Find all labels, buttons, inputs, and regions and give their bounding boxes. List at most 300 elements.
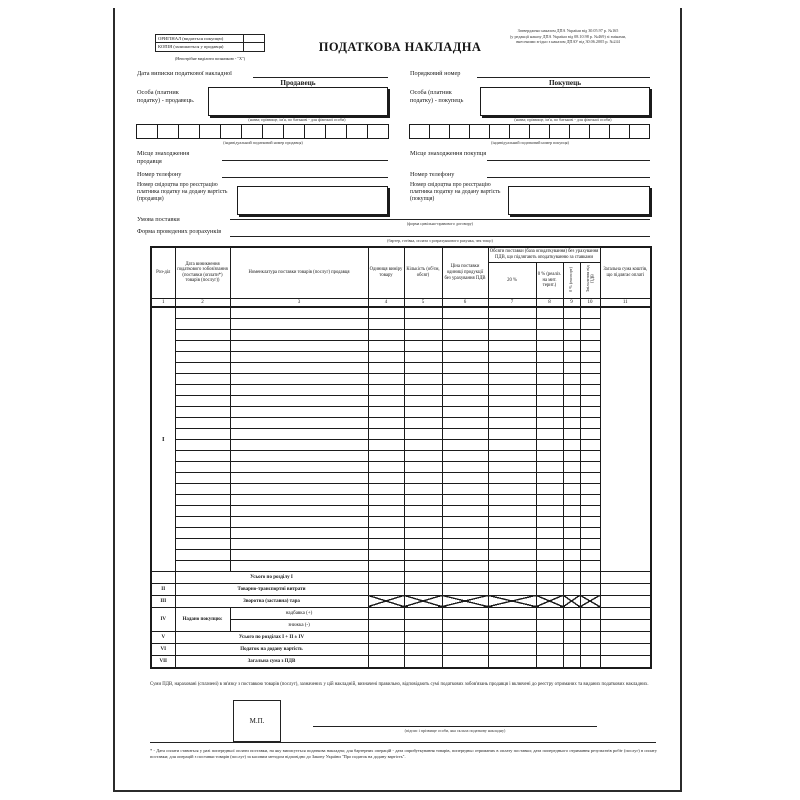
issue-date-line <box>253 70 388 78</box>
crossed-cell <box>442 595 488 607</box>
empty-cell <box>580 450 600 461</box>
empty-cell <box>404 307 442 319</box>
empty-cell <box>488 516 536 527</box>
grand-total-label: Загальна сума з ПДВ <box>175 655 368 668</box>
tax-number-cell <box>157 124 179 139</box>
copy-label: КОПІЯ (залишається у продавця) <box>156 43 244 51</box>
empty-cell <box>488 318 536 329</box>
empty-cell <box>600 571 651 583</box>
header-unit: Одиниця виміру товару <box>368 247 404 298</box>
empty-item-row <box>151 351 651 362</box>
empty-cell <box>230 329 368 340</box>
empty-cell <box>368 472 404 483</box>
empty-cell <box>536 505 563 516</box>
empty-cell <box>563 583 580 595</box>
empty-cell <box>580 406 600 417</box>
tax-number-cell <box>346 124 368 139</box>
row-num: VI <box>151 643 175 655</box>
buyer-certificate-label: Номер свідоцтва про реєстрацію платника податку на додану вартість (покупця) <box>410 182 501 203</box>
header-rate-0-export: 0 % (експорт) <box>563 263 580 299</box>
empty-cell <box>175 417 230 428</box>
tax-number-cell <box>589 124 610 139</box>
empty-cell <box>442 373 488 384</box>
empty-cell <box>368 340 404 351</box>
empty-cell <box>580 329 600 340</box>
empty-cell <box>230 340 368 351</box>
buyer-location-label: Місце знаходження покупця <box>410 150 487 157</box>
table-header <box>151 247 651 307</box>
empty-cell <box>442 619 488 631</box>
empty-cell <box>600 655 651 668</box>
empty-cell <box>536 571 563 583</box>
seller-person-label: Особа (платник податку) - продавець. <box>137 89 195 104</box>
empty-cell <box>580 571 600 583</box>
empty-cell <box>563 527 580 538</box>
serial-number-line <box>477 70 650 78</box>
crossed-cell <box>368 595 404 607</box>
empty-cell <box>368 494 404 505</box>
crossed-cell <box>563 595 580 607</box>
empty-cell <box>368 439 404 450</box>
empty-cell <box>600 607 651 619</box>
empty-cell <box>368 395 404 406</box>
header-quantity: Кількість (об'єм, обсяг) <box>404 247 442 298</box>
empty-cell <box>563 655 580 668</box>
empty-cell <box>442 483 488 494</box>
seller-person-caption: (назва; прізвище, ім'я, по батькові - для фізичної особи) <box>248 117 346 122</box>
total-sections-label: Усього по розділах I + II ± IV <box>175 631 368 643</box>
empty-cell <box>442 472 488 483</box>
tax-number-cell <box>283 124 305 139</box>
empty-cell <box>230 494 368 505</box>
transport-costs-row <box>151 583 651 595</box>
empty-cell <box>442 560 488 571</box>
signature-line <box>313 718 597 727</box>
footnote-text: * - Дата оплати ставиться у разі попередньої оплати поставки, на яку виписується податкова накладна; для бартерних операцій - дата оприбуткування товарів, попередньо отриманих в оплату поставки; дата попереднього отримання результатів робіт (послуг) в оплату поставки; для операцій з поставки товарів (послуг) за касовим методом відповідно до Закону України "Про податок на додану вартість". <box>150 748 657 760</box>
empty-cell <box>368 307 404 319</box>
empty-item-row <box>151 384 651 395</box>
empty-cell <box>175 351 230 362</box>
empty-cell <box>536 318 563 329</box>
empty-cell <box>442 583 488 595</box>
empty-item-row <box>151 516 651 527</box>
empty-cell <box>580 607 600 619</box>
empty-cell <box>563 538 580 549</box>
empty-cell <box>536 351 563 362</box>
tax-number-cell <box>489 124 510 139</box>
discount-label: знижка (-) <box>230 619 368 631</box>
empty-cell <box>563 631 580 643</box>
empty-cell <box>488 655 536 668</box>
empty-cell <box>442 406 488 417</box>
buyer-person-label: Особа (платник податку) - покупець <box>410 89 464 104</box>
empty-cell <box>488 549 536 560</box>
payment-form-label: Форма проведених розрахунків <box>137 228 222 235</box>
empty-cell <box>580 461 600 472</box>
empty-cell <box>404 395 442 406</box>
column-number: 7 <box>488 298 536 307</box>
empty-cell <box>580 428 600 439</box>
empty-cell <box>368 607 404 619</box>
empty-cell <box>175 318 230 329</box>
empty-item-row <box>151 428 651 439</box>
empty-cell <box>404 351 442 362</box>
column-number: 4 <box>368 298 404 307</box>
empty-cell <box>404 417 442 428</box>
empty-cell <box>230 560 368 571</box>
buyer-phone-line <box>487 169 650 178</box>
empty-cell <box>404 472 442 483</box>
crossed-cell <box>488 595 536 607</box>
empty-item-row <box>151 549 651 560</box>
empty-cell <box>230 505 368 516</box>
seller-tax-number-caption: (індивідуальний податковий номер продавця) <box>223 140 303 145</box>
tax-number-cell <box>199 124 221 139</box>
empty-num-cell <box>151 571 175 583</box>
header-vat-exempt: Звільнення від ПДВ <box>580 263 600 299</box>
empty-cell <box>580 395 600 406</box>
empty-cell <box>404 362 442 373</box>
empty-cell <box>442 417 488 428</box>
column-number: 8 <box>536 298 563 307</box>
empty-cell <box>600 643 651 655</box>
empty-cell <box>175 373 230 384</box>
empty-cell <box>442 549 488 560</box>
empty-cell <box>580 583 600 595</box>
empty-cell <box>404 527 442 538</box>
empty-cell <box>563 571 580 583</box>
empty-cell <box>404 538 442 549</box>
empty-total-column-cell <box>600 307 651 572</box>
empty-cell <box>230 318 368 329</box>
empty-cell <box>368 450 404 461</box>
empty-cell <box>368 527 404 538</box>
empty-cell <box>230 439 368 450</box>
tax-number-cell <box>629 124 650 139</box>
empty-item-row <box>151 417 651 428</box>
empty-cell <box>175 439 230 450</box>
empty-cell <box>404 494 442 505</box>
empty-cell <box>488 351 536 362</box>
header-rate-20: 20 % <box>488 263 536 299</box>
empty-cell <box>442 571 488 583</box>
column-numbers-row <box>151 298 651 307</box>
empty-cell <box>230 351 368 362</box>
empty-item-row <box>151 560 651 571</box>
delivery-terms-caption: (форма цивільно-правового договору) <box>406 221 474 226</box>
empty-cell <box>536 483 563 494</box>
header-rate-0-domestic: 0 % (реаліз. на мит. терит.) <box>536 263 563 299</box>
tax-number-cell <box>469 124 490 139</box>
column-number: 11 <box>600 298 651 307</box>
empty-cell <box>536 549 563 560</box>
empty-cell <box>368 631 404 643</box>
payment-form-line <box>230 228 650 237</box>
empty-cell <box>442 655 488 668</box>
empty-cell <box>563 560 580 571</box>
empty-cell <box>580 527 600 538</box>
crossed-cell <box>580 595 600 607</box>
empty-cell <box>536 560 563 571</box>
empty-cell <box>488 538 536 549</box>
empty-cell <box>442 395 488 406</box>
row-num: VII <box>151 655 175 668</box>
returnable-tare-label: Зворотна (заставна) тара <box>175 595 368 607</box>
granted-markup-row <box>151 607 651 619</box>
empty-cell <box>230 483 368 494</box>
empty-cell <box>404 406 442 417</box>
empty-cell <box>580 516 600 527</box>
empty-cell <box>368 483 404 494</box>
tax-number-cell <box>178 124 200 139</box>
empty-cell <box>230 417 368 428</box>
empty-cell <box>175 384 230 395</box>
empty-cell <box>175 527 230 538</box>
delivery-terms-label: Умова поставки <box>137 216 180 223</box>
empty-cell <box>404 340 442 351</box>
empty-cell <box>404 583 442 595</box>
empty-cell <box>368 406 404 417</box>
empty-cell <box>536 527 563 538</box>
approval-line-3: внесеними згідно з наказом ДПАУ від 30.06.2005 р. №244 <box>516 39 620 45</box>
empty-cell <box>442 318 488 329</box>
header-date: Дата виникнення податкового зобов'язання (поставки (оплати*) товарів (послуг)) <box>175 247 230 298</box>
empty-cell <box>175 560 230 571</box>
tax-number-cell <box>509 124 530 139</box>
empty-cell <box>404 450 442 461</box>
empty-cell <box>230 450 368 461</box>
empty-cell <box>488 472 536 483</box>
empty-cell <box>368 549 404 560</box>
empty-cell <box>404 560 442 571</box>
tax-number-cell <box>367 124 389 139</box>
empty-cell <box>442 607 488 619</box>
empty-cell <box>563 472 580 483</box>
empty-cell <box>580 505 600 516</box>
header-volumes-group: Обсяги поставки (база оподаткування) без урахування ПДВ, що підлягають оподаткуванню за ставками <box>488 247 600 263</box>
empty-cell <box>563 406 580 417</box>
empty-cell <box>175 461 230 472</box>
empty-cell <box>563 549 580 560</box>
empty-cell <box>442 384 488 395</box>
empty-cell <box>563 362 580 373</box>
empty-cell <box>442 643 488 655</box>
empty-cell <box>563 417 580 428</box>
empty-cell <box>230 362 368 373</box>
empty-cell <box>368 351 404 362</box>
empty-cell <box>536 583 563 595</box>
empty-cell <box>563 619 580 631</box>
empty-item-row <box>151 450 651 461</box>
empty-cell <box>580 549 600 560</box>
empty-cell <box>404 549 442 560</box>
empty-cell <box>488 505 536 516</box>
document-title: ПОДАТКОВА НАКЛАДНА <box>318 40 482 54</box>
empty-cell <box>600 583 651 595</box>
empty-cell <box>488 329 536 340</box>
approval-note <box>470 28 666 45</box>
empty-cell <box>230 549 368 560</box>
tax-number-cell <box>569 124 590 139</box>
tax-number-cell <box>304 124 326 139</box>
empty-cell <box>230 538 368 549</box>
tax-number-cell <box>549 124 570 139</box>
empty-cell <box>442 538 488 549</box>
empty-item-row <box>151 406 651 417</box>
empty-cell <box>563 373 580 384</box>
empty-cell <box>368 362 404 373</box>
empty-cell <box>404 571 442 583</box>
empty-cell <box>404 439 442 450</box>
header-total: Загальна сума коштів, що підлягає оплаті <box>600 247 651 298</box>
empty-cell <box>563 384 580 395</box>
empty-cell <box>536 472 563 483</box>
empty-cell <box>488 494 536 505</box>
empty-cell <box>368 329 404 340</box>
empty-cell <box>175 428 230 439</box>
seller-person-box <box>208 87 388 116</box>
empty-cell <box>368 373 404 384</box>
tax-number-cell <box>325 124 347 139</box>
empty-cell <box>563 607 580 619</box>
empty-cell <box>175 538 230 549</box>
empty-cell <box>580 340 600 351</box>
empty-cell <box>175 395 230 406</box>
empty-cell <box>580 384 600 395</box>
stamp-label: М.П. <box>249 717 265 725</box>
empty-cell <box>175 340 230 351</box>
header-section: Роз-діл <box>151 247 175 298</box>
header-nomenclature: Номенклатура поставки товарів (послуг) продавця <box>230 247 368 298</box>
row-num: III <box>151 595 175 607</box>
empty-cell <box>563 461 580 472</box>
empty-cell <box>536 619 563 631</box>
empty-cell <box>175 549 230 560</box>
empty-cell <box>442 450 488 461</box>
seller-phone-line <box>222 169 388 178</box>
empty-cell <box>563 439 580 450</box>
seller-section-title: Продавець <box>280 79 316 87</box>
empty-cell <box>563 643 580 655</box>
invoice-table <box>150 246 652 669</box>
empty-cell <box>368 318 404 329</box>
approval-line-2: (у редакції наказу ДПА України від 08.10.98 р. №469) зі змінами, <box>509 33 627 39</box>
approval-line-1: Затверджено наказом ДПА України від 30.05.97 р. №165 <box>517 28 619 33</box>
empty-cell <box>536 307 563 319</box>
column-number: 9 <box>563 298 580 307</box>
row-num: V <box>151 631 175 643</box>
certification-text: Суми ПДВ, нараховані (сплачені) в зв'язку з поставкою товарів (послуг), зазначених у цій накладній, визначені правильно, відповідають сумі податкових зобов'язань продавця і включені до реєстру отриманих та виданих податкових накладних. <box>150 682 649 687</box>
header-unit-price: Ціна поставки одиниці продукції без урахування ПДВ <box>442 247 488 298</box>
empty-cell <box>404 655 442 668</box>
empty-cell <box>368 560 404 571</box>
empty-cell <box>404 483 442 494</box>
seller-tax-number-grid <box>137 124 389 139</box>
payment-form-caption: (бартер, готівка, оплата з розрахункового рахунка, чек тощо) <box>387 238 493 243</box>
empty-cell <box>488 583 536 595</box>
empty-cell <box>175 483 230 494</box>
empty-cell <box>230 373 368 384</box>
issue-date-label: Дата виписки податкової накладної <box>137 70 232 77</box>
empty-cell <box>442 307 488 319</box>
empty-item-row <box>151 340 651 351</box>
empty-cell <box>175 329 230 340</box>
empty-cell <box>536 373 563 384</box>
empty-cell <box>488 643 536 655</box>
empty-cell <box>404 329 442 340</box>
tax-number-cell <box>241 124 263 139</box>
empty-cell <box>230 461 368 472</box>
total-section1-label: Усього по розділу I <box>175 571 368 583</box>
crossed-cell <box>404 595 442 607</box>
empty-cell <box>230 428 368 439</box>
delivery-terms-line <box>230 211 650 220</box>
empty-cell <box>536 643 563 655</box>
tax-number-cell <box>609 124 630 139</box>
empty-cell <box>536 329 563 340</box>
total-section1-row <box>151 571 651 583</box>
empty-cell <box>488 362 536 373</box>
column-number: 1 <box>151 298 175 307</box>
empty-cell <box>536 655 563 668</box>
empty-cell <box>488 483 536 494</box>
copy-selector-note: (Непотрібне виділити позначкою - "X") <box>174 56 246 61</box>
empty-cell <box>563 450 580 461</box>
row-num: IV <box>151 607 175 631</box>
column-number: 2 <box>175 298 230 307</box>
summary-rows <box>151 571 651 668</box>
empty-cell <box>442 527 488 538</box>
empty-cell <box>536 538 563 549</box>
empty-cell <box>230 395 368 406</box>
empty-cell <box>536 439 563 450</box>
empty-cell <box>488 571 536 583</box>
vat-row <box>151 643 651 655</box>
empty-cell <box>580 631 600 643</box>
markup-label: надбавка (+) <box>230 607 368 619</box>
section-1-body <box>151 307 651 572</box>
empty-cell <box>600 595 651 607</box>
empty-cell <box>488 373 536 384</box>
crossed-cell <box>536 595 563 607</box>
empty-cell <box>442 340 488 351</box>
empty-cell <box>536 395 563 406</box>
empty-item-row <box>151 538 651 549</box>
empty-cell <box>536 494 563 505</box>
original-label: ОРИГІНАЛ (видається покупцю) <box>156 35 244 43</box>
empty-cell <box>175 307 230 319</box>
empty-cell <box>536 461 563 472</box>
empty-cell <box>442 631 488 643</box>
returnable-tare-row <box>151 595 651 607</box>
column-number: 6 <box>442 298 488 307</box>
transport-costs-label: Товарно-транспортні витрати <box>175 583 368 595</box>
empty-cell <box>536 417 563 428</box>
empty-cell <box>563 395 580 406</box>
empty-cell <box>442 351 488 362</box>
empty-cell <box>563 428 580 439</box>
buyer-tax-number-caption: (індивідуальний податковий номер покупця) <box>491 140 569 145</box>
seller-location-line <box>222 152 388 161</box>
empty-cell <box>175 472 230 483</box>
empty-cell <box>580 643 600 655</box>
empty-cell <box>175 450 230 461</box>
empty-cell <box>442 439 488 450</box>
empty-cell <box>368 643 404 655</box>
buyer-section-title: Покупець <box>548 79 582 87</box>
empty-cell <box>580 318 600 329</box>
tax-number-cell <box>136 124 158 139</box>
